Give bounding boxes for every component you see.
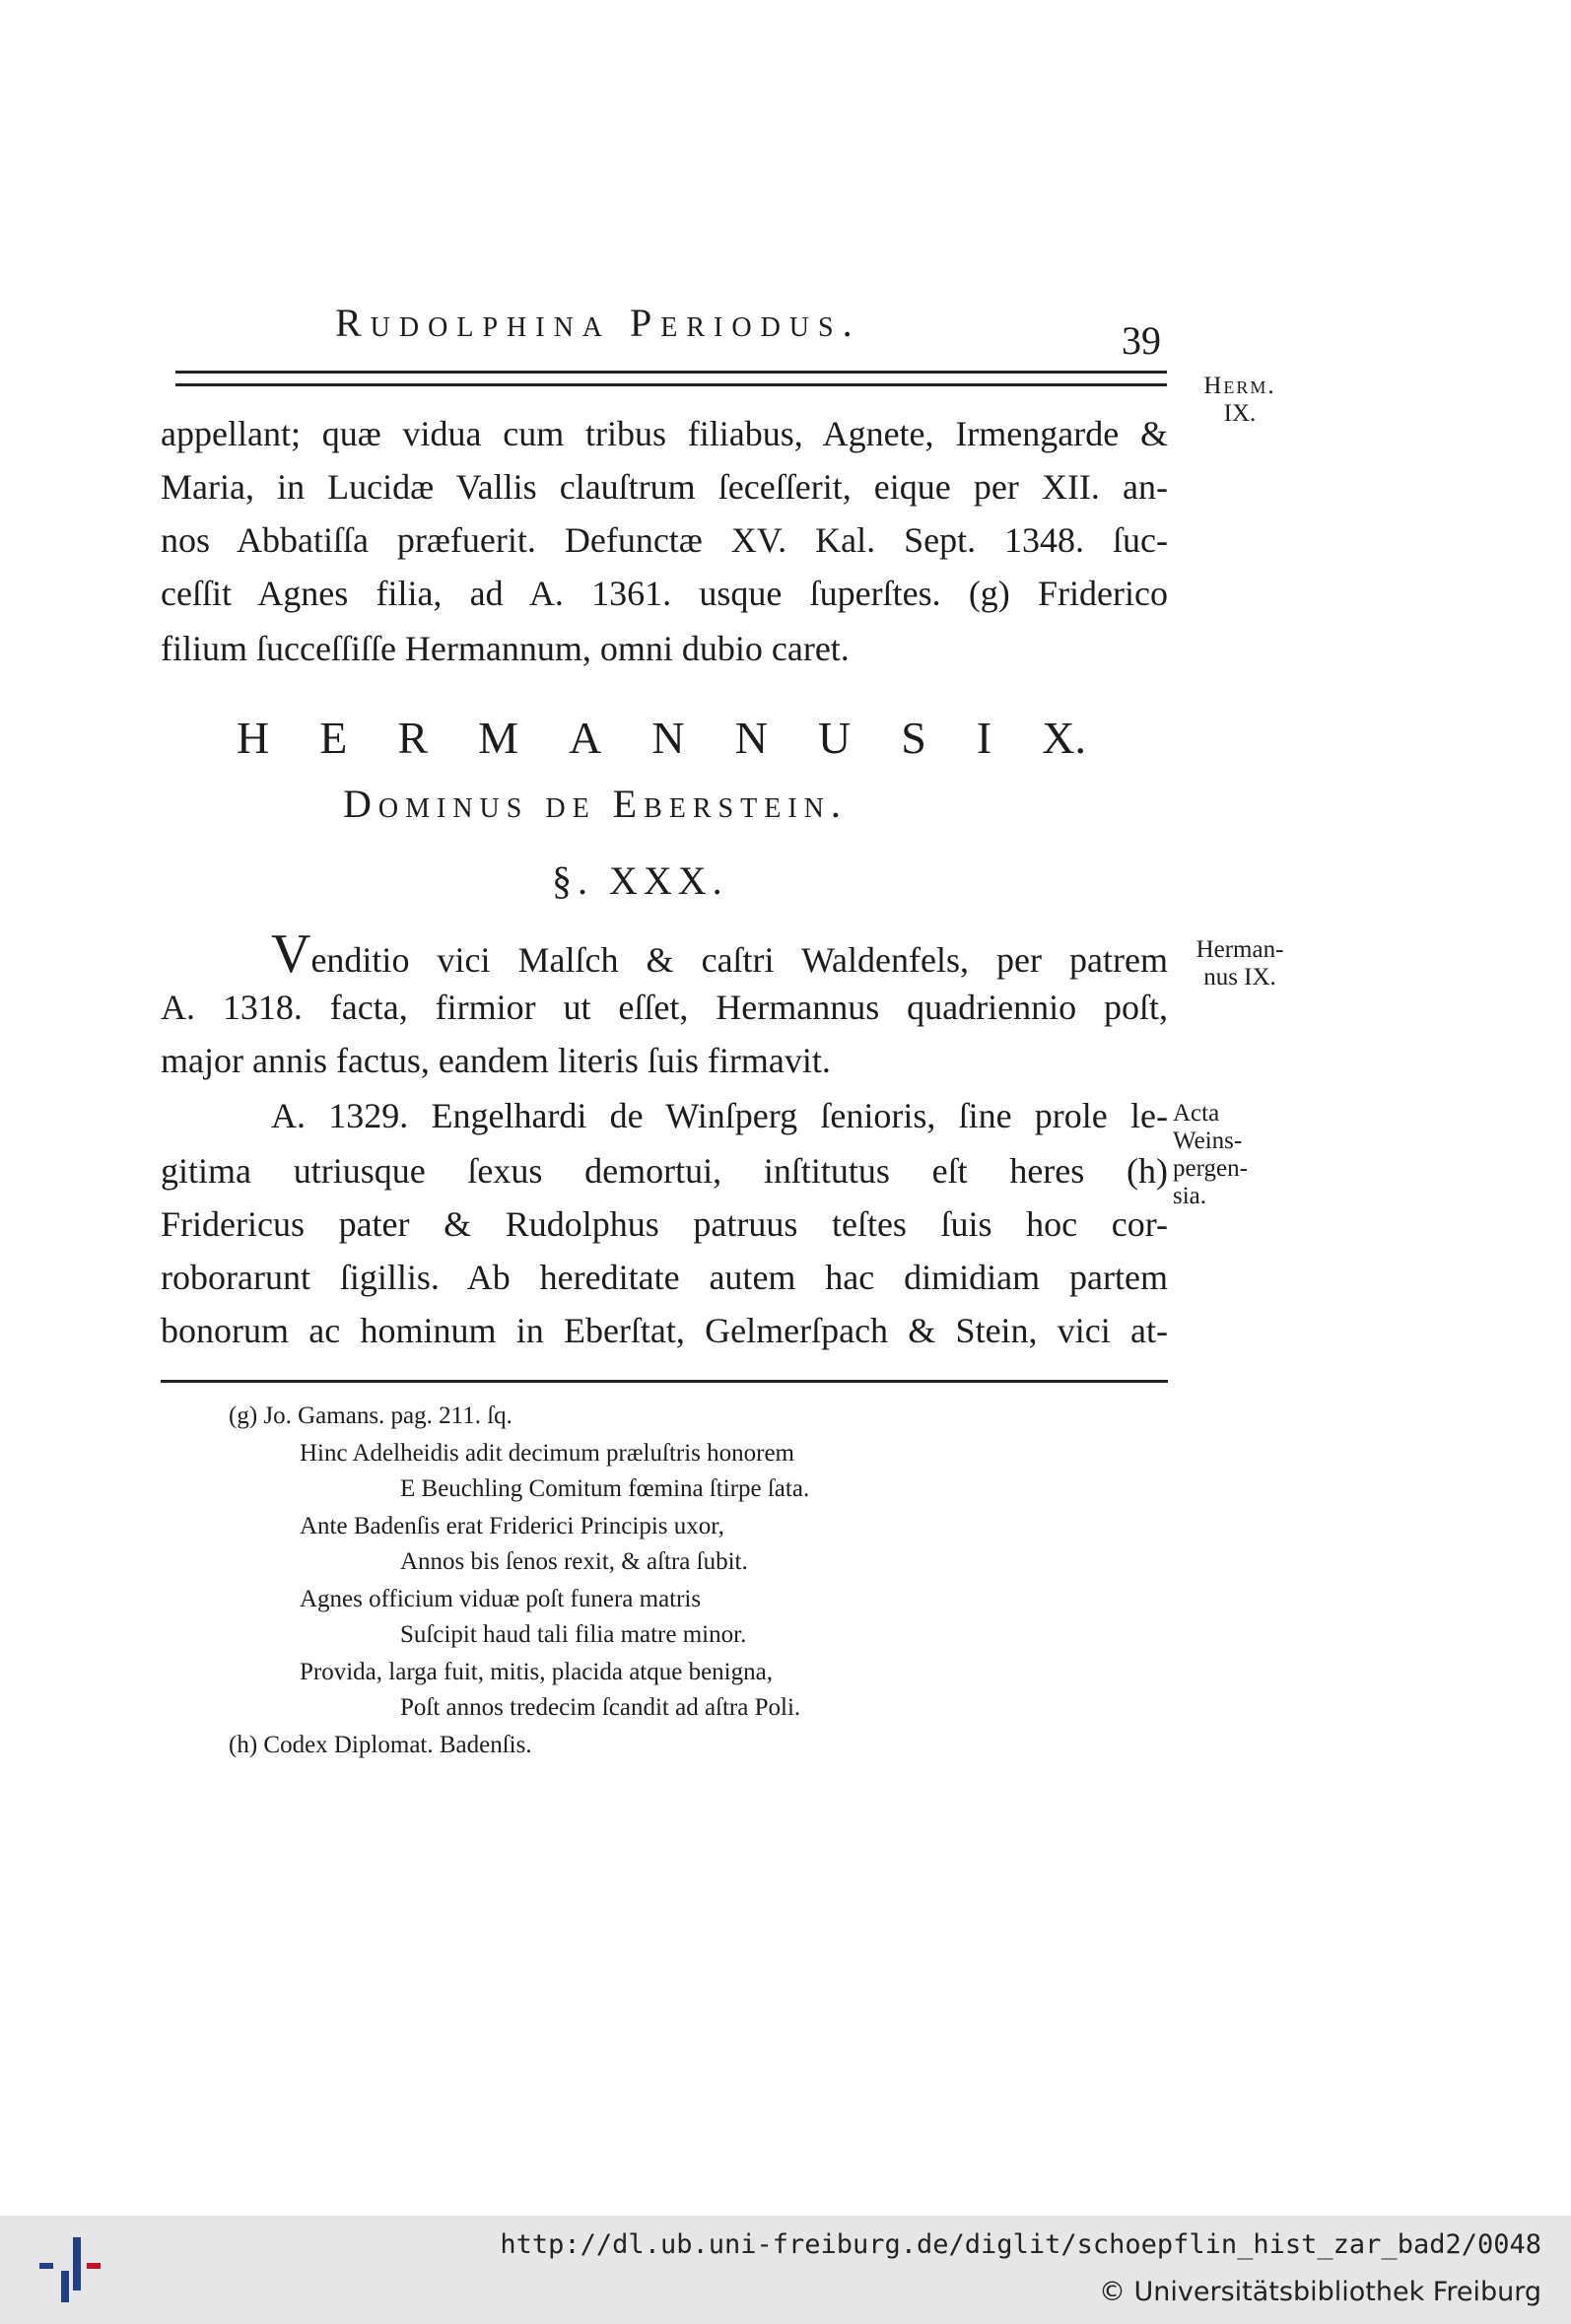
margin-note-hermannus-line2: nus IX. [1203,964,1276,991]
body-line: bonorum ac hominum in Eberſtat, Gelmerſpach & Stein, vici at- [161,1311,1168,1350]
body-line [271,923,1168,985]
footnote-verse: Poſt annos tredecim ſcandit ad aſtra Poli. [400,1694,801,1721]
heading-letter: U [817,713,852,763]
margin-note-acta-line1: Acta [1173,1100,1220,1127]
body-line: gitima utriusque ſexus demortui, inſtitutus eſt heres (h) [161,1151,1168,1191]
heading-letter: E [319,713,348,763]
footnote-h: (h) Codex Diplomat. Badenſis. [229,1732,532,1758]
footnote-verse: Annos bis ſenos rexit, & aſtra ſubit. [400,1548,748,1575]
footnote-verse: E Beuchling Comitum fœmina ſtirpe ſata. [400,1475,810,1502]
running-title: Rudolphina Periodus. [335,301,861,345]
drop-cap: V [271,923,311,985]
body-line: nos Abbatiſſa præfuerit. Defunctæ XV. Kal. Sept. 1348. ſuc- [161,520,1168,560]
body-line-rest: enditio vici Malſch & caſtri Waldenfels, per patrem [310,940,1168,980]
margin-note-acta-line2: Weins- [1173,1128,1243,1154]
page-number: 39 [1122,318,1161,363]
margin-note-herm-num: IX. [1223,400,1257,427]
footnote-verse: Provida, larga fuit, mitis, placida atque benigna, [300,1659,773,1685]
footnote-g: (g) Jo. Gamans. pag. 211. ſq. [229,1402,512,1429]
heading-letter: R [397,713,429,763]
footnote-verse: Agnes officium viduæ poſt funera matris [300,1586,702,1612]
chapter-heading [237,712,1086,764]
library-logo [39,2227,102,2310]
margin-note-hermannus [1181,936,1299,991]
footnote-rule [161,1380,1168,1383]
heading-letter: I [976,713,992,763]
margin-note-herm [1181,373,1299,428]
body-line: ceſſit Agnes filia, ad A. 1361. usque ſuperſtes. (g) Friderico [161,574,1168,613]
body-line: appellant; quæ vidua cum tribus filiabus, Agnete, Irmengarde & [161,414,1168,453]
footnote-verse: Suſcipit haud tali filia matre minor. [400,1621,747,1648]
margin-note-acta-line4: sia. [1173,1183,1207,1209]
body-line: A. 1318. facta, firmior ut eſſet, Hermannus quadriennio poſt, [161,988,1168,1027]
margin-note-herm-line: Herm. [1203,373,1276,399]
heading-letter: M [478,713,519,763]
copyright-notice: © Universitätsbibliothek Freiburg [1098,2277,1541,2307]
body-line: filium ſucceſſiſſe Hermannum, omni dubio caret. [161,629,850,668]
header-rule [175,371,1167,386]
heading-letter: N [734,713,768,763]
chapter-subtitle: Dominus de Eberstein. [343,782,848,826]
margin-note-acta-line3: pergen- [1173,1155,1248,1182]
footnote-verse: Hinc Adelheidis adit decimum præluſtris honorem [300,1440,795,1467]
body-line: Fridericus pater & Rudolphus patruus teſtes ſuis hoc cor- [161,1204,1168,1244]
body-line: major annis factus, eandem literis ſuis firmavit. [161,1041,831,1080]
footnote-verse: Ante Badenſis erat Friderici Principis uxor, [300,1513,724,1539]
margin-note-hermannus-line1: Herman- [1195,936,1284,963]
margin-note-acta [1173,1100,1281,1210]
heading-letter: A [569,713,602,763]
heading-letter: S [901,713,926,763]
heading-letter: N [651,713,685,763]
body-line: roborarunt ſigillis. Ab hereditate autem hac dimidiam partem [161,1258,1168,1297]
heading-letter: H [237,713,270,763]
section-number: §. XXX. [552,858,728,903]
body-line: A. 1329. Engelhardi de Winſperg ſenioris, ſine prole le- [271,1096,1168,1135]
body-line: Maria, in Lucidæ Vallis clauſtrum ſeceſſerit, eique per XII. an- [161,467,1168,507]
source-url[interactable]: http://dl.ub.uni-freiburg.de/diglit/schoepflin_hist_zar_bad2/0048 [500,2229,1541,2260]
heading-letter: X. [1042,713,1086,763]
